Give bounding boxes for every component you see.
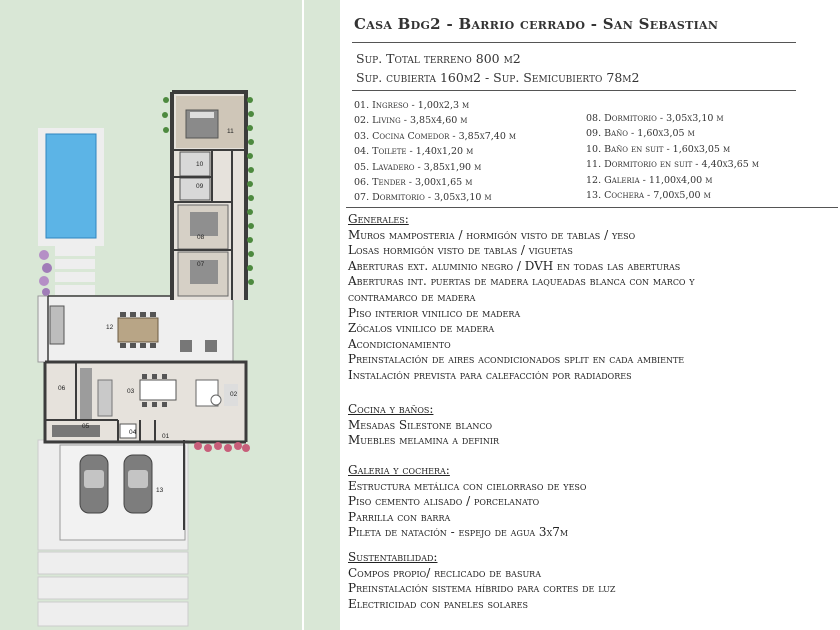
section-heading: Cocina y baños:	[348, 402, 434, 416]
floor-plan	[0, 0, 340, 630]
room-item: 12. Galeria - 11,00x4,00 m	[586, 174, 713, 186]
page-title: Casa Bdg2 - Barrio cerrado - San Sebastian	[354, 15, 719, 33]
gallery-table	[118, 318, 158, 342]
room-label-04: 04	[129, 429, 137, 436]
spec-line: Parrilla con barra	[348, 509, 451, 524]
room-item: 07. Dormitorio - 3,05x3,10 m	[354, 192, 492, 204]
section-generales	[348, 212, 695, 384]
room-label-08: 08	[197, 234, 205, 241]
rooms-list-left	[354, 98, 516, 206]
room-label-06: 06	[58, 385, 66, 392]
spec-line: Losas hormigón visto de tablas / viguetas	[348, 243, 573, 258]
spec-line: Aberturas int. puertas de madera laqueadas blanca con marco y	[348, 274, 695, 289]
rooms-divider	[346, 207, 838, 208]
spec-line: Preinstalación sistema híbrido para cortes de luz	[348, 581, 616, 596]
section-cocina	[348, 402, 499, 449]
room-item: 13. Cochera - 7,00x5,00 m	[586, 190, 711, 202]
room-item: 11. Dormitorio en suit - 4,40x3,65 m	[586, 159, 759, 171]
spec-line: Instalación prevista para calefacción por radiadores	[348, 367, 632, 382]
kitchen-counter	[80, 368, 92, 420]
spec-line: Pileta de natación - espejo de agua 3x7m	[348, 525, 569, 540]
spec-line: Mesadas Silestone blanco	[348, 417, 493, 432]
bath-10	[180, 152, 210, 176]
room-item: 10. Baño en suit - 1,60x3,05 m	[586, 143, 731, 155]
section-heading: Sustentabilidad:	[348, 550, 438, 564]
grill	[50, 306, 64, 344]
sup-cubierta: Sup. cubierta 160m2 - Sup. Semicubierto 78m2	[356, 70, 640, 85]
spec-line: Acondicionamiento	[348, 336, 451, 351]
room-label-02: 02	[230, 391, 238, 398]
room-item: 09. Baño - 1,60x3,05 m	[586, 128, 695, 140]
room-label-10: 10	[196, 161, 204, 168]
room-label-09: 09	[196, 183, 204, 190]
spec-line: Estructura metálica con cielorraso de yeso	[348, 478, 587, 493]
car	[80, 455, 108, 513]
floor-plan-drawing	[0, 0, 340, 630]
room-item: 08. Dormitorio - 3,05x3,10 m	[586, 113, 724, 124]
spec-line: Zócalos vinilico de madera	[348, 321, 495, 336]
kitchen-island	[98, 380, 112, 416]
armchair	[205, 340, 217, 352]
room-label-01: 01	[162, 433, 170, 440]
spec-line: Piso interior vinilico de madera	[348, 305, 521, 320]
living-table	[211, 395, 221, 405]
room-label-07: 07	[197, 261, 205, 268]
section-sustentabilidad	[348, 550, 615, 612]
armchair	[180, 340, 192, 352]
spec-line: Preinstalación de aires acondicionados split en cada ambiente	[348, 352, 685, 367]
car	[124, 455, 152, 513]
section-galeria	[348, 463, 586, 541]
pool	[46, 134, 96, 238]
spec-line: Muros mamposteria / hormigón visto de tablas / yeso	[348, 227, 636, 242]
garage-slab	[60, 445, 185, 540]
section-heading: Galeria y cochera:	[348, 463, 450, 477]
room-label-05: 05	[82, 423, 90, 430]
spec-line: Electricidad con paneles solares	[348, 596, 528, 611]
room-item: 05. Lavadero - 3,85x1,90 m	[354, 161, 482, 173]
dining-table	[140, 380, 176, 400]
spec-line: Piso cemento alisado / porcelanato	[348, 494, 540, 509]
spec-line: Compos propio/ reclicado de basura	[348, 565, 541, 580]
laundry-counter	[52, 425, 100, 437]
spec-line: Muebles melamina a definir	[348, 433, 499, 448]
room-item: 04. Toilete - 1,40x1,20 m	[354, 146, 474, 158]
sup-divider	[352, 90, 796, 91]
room-item: 02. Living - 3,85x4,60 m	[354, 115, 468, 127]
room-label-03: 03	[127, 388, 135, 395]
room-item: 06. Tender - 3,00x1,65 m	[354, 177, 473, 189]
room-label-13: 13	[156, 487, 164, 494]
sup-total: Sup. Total terreno 800 m2	[356, 51, 521, 66]
spec-line: Aberturas ext. aluminio negro / DVH en todas las aberturas	[348, 258, 681, 273]
room-label-11: 11	[227, 128, 234, 135]
room-item: 01. Ingreso - 1,00x2,3 m	[354, 100, 470, 111]
section-heading: Generales:	[348, 212, 409, 226]
title-divider	[352, 42, 796, 43]
spec-panel	[340, 0, 840, 630]
bath-09	[180, 178, 210, 200]
spec-line: contramarco de madera	[348, 289, 476, 304]
room-label-12: 12	[106, 324, 114, 331]
room-item: 03. Cocina Comedor - 3,85x7,40 m	[354, 130, 517, 142]
rooms-list-right	[586, 111, 759, 203]
